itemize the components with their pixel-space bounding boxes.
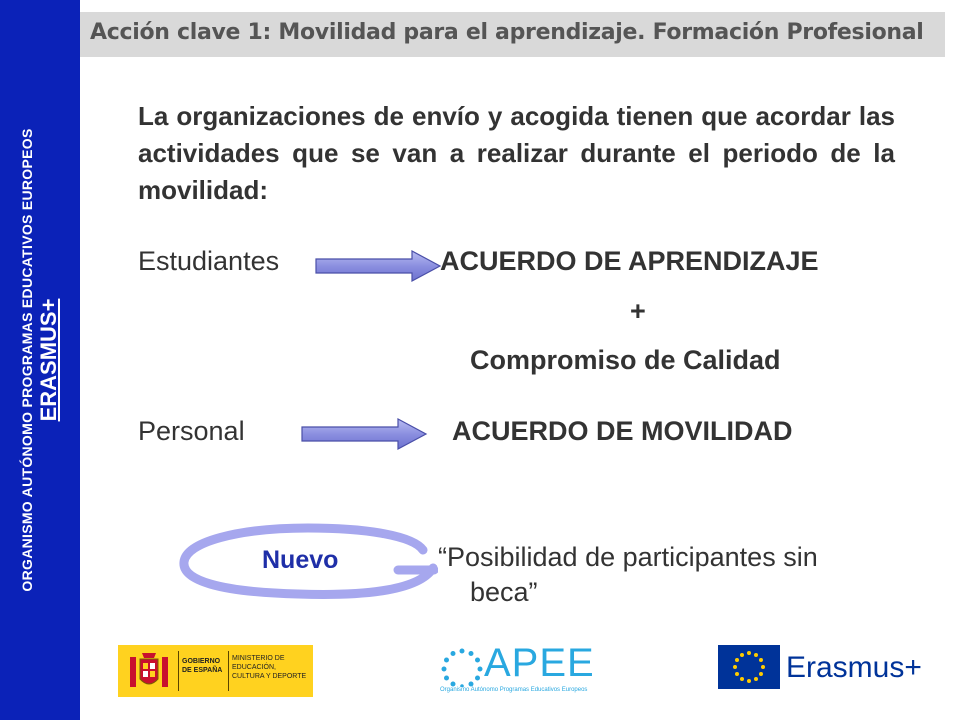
spain-government-text: GOBIERNO DE ESPAÑA (182, 658, 223, 674)
mobility-agreement-label: ACUERDO DE MOVILIDAD (452, 416, 793, 446)
ministry-text: MINISTERIO DE EDUCACIÓN, CULTURA Y DEPORTE (232, 655, 307, 680)
staff-label: Personal (138, 416, 245, 446)
sidebar-vertical-text (18, 128, 62, 591)
slide-title: Acción clave 1: Movilidad para el aprendizaje. Formación Profesional (90, 20, 924, 45)
apee-subtitle: Organismo Autónomo Programas Educativos Europeos (440, 687, 588, 693)
apee-wordmark: APEE (484, 641, 595, 685)
quality-commitment-label: Compromiso de Calidad (470, 345, 781, 375)
learning-agreement-label: ACUERDO DE APRENDIZAJE (440, 246, 819, 276)
stars-circle-icon (440, 647, 484, 687)
no-grant-text-line2: beca” (470, 577, 538, 607)
apee-logo (440, 641, 610, 697)
coat-of-arms-icon (126, 651, 172, 693)
erasmus-wordmark: Erasmus+ (786, 651, 922, 684)
sidebar (0, 0, 80, 720)
sidebar-organization-name: ORGANISMO AUTÓNOMO PROGRAMAS EDUCATIVOS EUROPEOS (19, 128, 35, 592)
logo-divider-2 (228, 651, 229, 691)
sidebar-erasmus-label: ERASMUS+ (36, 298, 61, 422)
spain-government-logo (118, 645, 313, 697)
staff-arrow-icon (300, 416, 428, 452)
logo-divider (178, 651, 179, 691)
eu-flag-icon (718, 645, 780, 689)
slide-header (80, 12, 945, 57)
students-label: Estudiantes (138, 246, 280, 276)
plus-sign: + (630, 296, 646, 326)
nuevo-badge: Nuevo (262, 546, 339, 574)
no-grant-text-line1: “Posibilidad de participantes sin (438, 542, 818, 572)
students-arrow-icon (314, 248, 442, 284)
erasmus-plus-logo (718, 645, 922, 691)
intro-paragraph: La organizaciones de envío y acogida tienen que acordar las actividades que se van a realizar durante el periodo de la movilidad: (138, 101, 895, 205)
